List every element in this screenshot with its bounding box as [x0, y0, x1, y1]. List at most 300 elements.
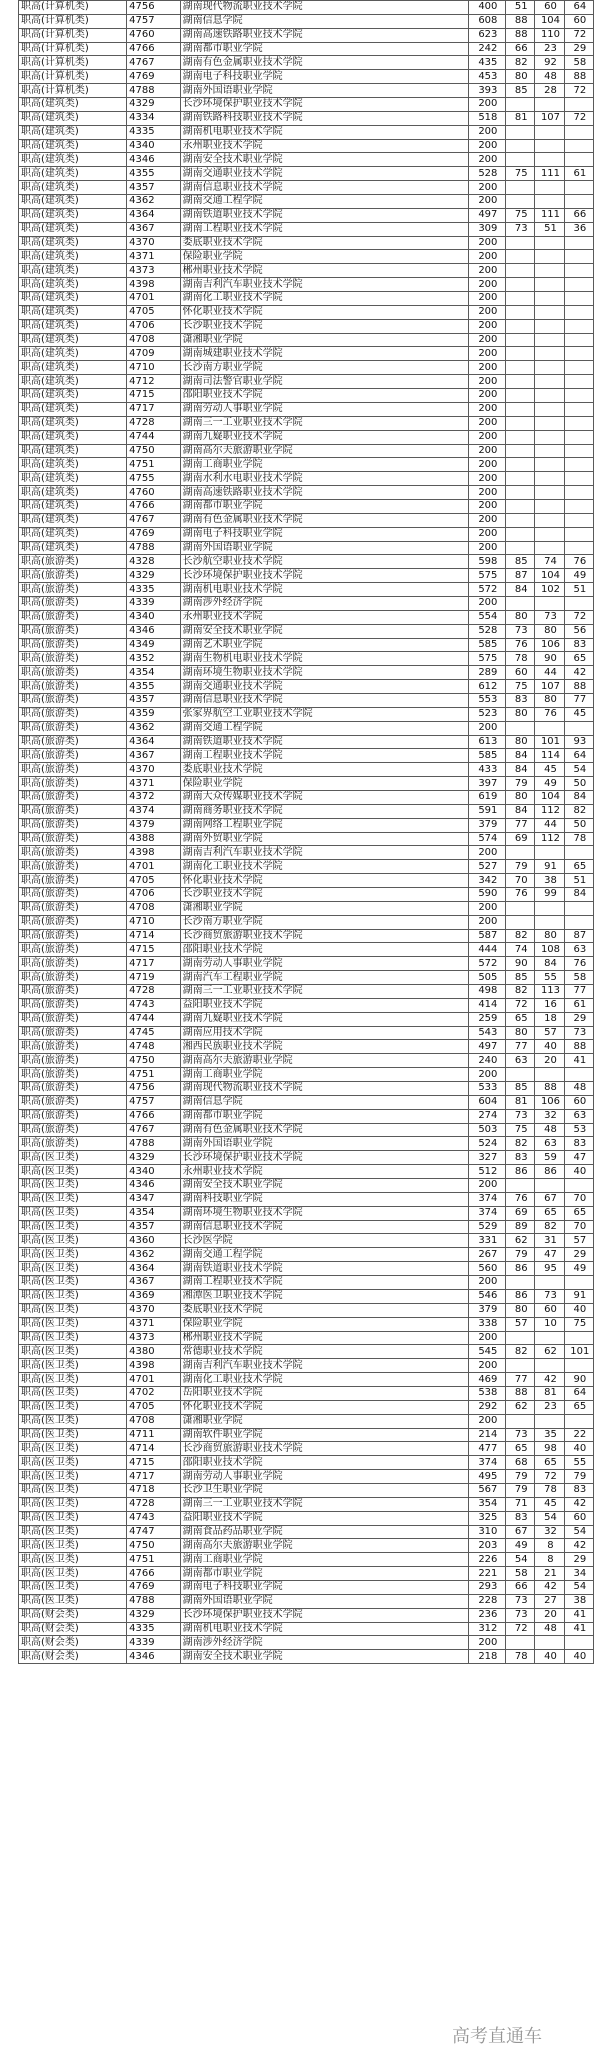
table-row [19, 1553, 594, 1567]
subject-score-3-cell [564, 1068, 593, 1082]
school-code-cell: 4788 [127, 1137, 181, 1151]
subject-score-1-cell: 87 [506, 569, 535, 583]
category-cell: 职高(建筑类) [19, 208, 127, 222]
school-name-cell: 长沙商贸旅游职业技术学院 [180, 929, 468, 943]
school-code-cell: 4334 [127, 111, 181, 125]
school-name-cell: 长沙航空职业技术学院 [180, 555, 468, 569]
school-code-cell: 4706 [127, 319, 181, 333]
subject-score-1-cell: 58 [506, 1567, 535, 1581]
total-score-cell: 477 [468, 1442, 505, 1456]
table-row [19, 1428, 594, 1442]
school-name-cell: 湖南城建职业技术学院 [180, 347, 468, 361]
category-cell: 职高(旅游类) [19, 680, 127, 694]
subject-score-2-cell: 62 [535, 1345, 564, 1359]
subject-score-3-cell [564, 1179, 593, 1193]
school-code-cell: 4756 [127, 1082, 181, 1096]
subject-score-2-cell: 114 [535, 749, 564, 763]
school-name-cell: 湖南外国语职业学院 [180, 1594, 468, 1608]
subject-score-2-cell [535, 333, 564, 347]
category-cell: 职高(医卫类) [19, 1317, 127, 1331]
table-row [19, 1123, 594, 1137]
subject-score-1-cell: 62 [506, 1400, 535, 1414]
school-code-cell: 4760 [127, 486, 181, 500]
school-name-cell: 潇湘职业学院 [180, 1414, 468, 1428]
table-row [19, 416, 594, 430]
school-name-cell: 湖南大众传媒职业技术学院 [180, 790, 468, 804]
subject-score-2-cell: 48 [535, 70, 564, 84]
subject-score-3-cell [564, 1331, 593, 1345]
table-row [19, 389, 594, 403]
subject-score-3-cell: 72 [564, 28, 593, 42]
school-code-cell: 4355 [127, 680, 181, 694]
school-name-cell: 湖南九嶷职业技术学院 [180, 430, 468, 444]
school-code-cell: 4357 [127, 181, 181, 195]
school-name-cell: 长沙南方职业学院 [180, 361, 468, 375]
subject-score-1-cell [506, 347, 535, 361]
subject-score-3-cell: 29 [564, 1248, 593, 1262]
school-name-cell: 长沙医学院 [180, 1234, 468, 1248]
table-row [19, 1165, 594, 1179]
subject-score-2-cell [535, 264, 564, 278]
subject-score-3-cell: 41 [564, 1054, 593, 1068]
subject-score-2-cell: 31 [535, 1234, 564, 1248]
table-row [19, 486, 594, 500]
table-row [19, 513, 594, 527]
subject-score-2-cell: 65 [535, 1456, 564, 1470]
subject-score-3-cell [564, 98, 593, 112]
table-row [19, 804, 594, 818]
table-row [19, 1456, 594, 1470]
total-score-cell: 553 [468, 693, 505, 707]
school-name-cell: 永州职业技术学院 [180, 139, 468, 153]
total-score-cell: 325 [468, 1511, 505, 1525]
school-code-cell: 4750 [127, 444, 181, 458]
total-score-cell: 200 [468, 153, 505, 167]
school-name-cell: 长沙环境保护职业技术学院 [180, 98, 468, 112]
table-row [19, 666, 594, 680]
total-score-cell: 200 [468, 305, 505, 319]
total-score-cell: 200 [468, 347, 505, 361]
watermark-text: 高考直通车 [452, 2026, 542, 2047]
category-cell: 职高(医卫类) [19, 1483, 127, 1497]
subject-score-1-cell: 75 [506, 680, 535, 694]
table-row [19, 278, 594, 292]
total-score-cell: 200 [468, 901, 505, 915]
total-score-cell: 200 [468, 596, 505, 610]
school-code-cell: 4708 [127, 333, 181, 347]
school-code-cell: 4767 [127, 513, 181, 527]
table-row [19, 28, 594, 42]
school-name-cell: 湖南交通工程学院 [180, 1248, 468, 1262]
school-code-cell: 4372 [127, 790, 181, 804]
subject-score-2-cell: 60 [535, 1303, 564, 1317]
school-code-cell: 4362 [127, 721, 181, 735]
school-name-cell: 郴州职业技术学院 [180, 264, 468, 278]
subject-score-3-cell: 75 [564, 1317, 593, 1331]
school-name-cell: 潇湘职业学院 [180, 901, 468, 915]
subject-score-2-cell: 78 [535, 1483, 564, 1497]
subject-score-1-cell: 89 [506, 1220, 535, 1234]
subject-score-1-cell: 80 [506, 735, 535, 749]
category-cell: 职高(医卫类) [19, 1303, 127, 1317]
school-code-cell: 4706 [127, 888, 181, 902]
school-code-cell: 4766 [127, 1567, 181, 1581]
subject-score-1-cell: 84 [506, 583, 535, 597]
subject-score-1-cell: 77 [506, 818, 535, 832]
school-name-cell: 湖南三一工业职业技术学院 [180, 416, 468, 430]
subject-score-3-cell: 79 [564, 1470, 593, 1484]
school-code-cell: 4744 [127, 430, 181, 444]
table-row [19, 1276, 594, 1290]
subject-score-1-cell: 75 [506, 167, 535, 181]
category-cell: 职高(旅游类) [19, 610, 127, 624]
subject-score-1-cell: 81 [506, 1095, 535, 1109]
total-score-cell: 221 [468, 1567, 505, 1581]
category-cell: 职高(旅游类) [19, 583, 127, 597]
subject-score-1-cell [506, 375, 535, 389]
school-code-cell: 4367 [127, 222, 181, 236]
subject-score-3-cell [564, 125, 593, 139]
total-score-cell: 572 [468, 957, 505, 971]
total-score-cell: 587 [468, 929, 505, 943]
school-name-cell: 岳阳职业技术学院 [180, 1386, 468, 1400]
total-score-cell: 327 [468, 1151, 505, 1165]
subject-score-2-cell [535, 1414, 564, 1428]
school-code-cell: 4744 [127, 1012, 181, 1026]
total-score-cell: 453 [468, 70, 505, 84]
school-name-cell: 湖南化工职业技术学院 [180, 1373, 468, 1387]
category-cell: 职高(旅游类) [19, 860, 127, 874]
school-name-cell: 怀化职业技术学院 [180, 1400, 468, 1414]
school-code-cell: 4701 [127, 292, 181, 306]
subject-score-3-cell: 60 [564, 1511, 593, 1525]
school-code-cell: 4335 [127, 1622, 181, 1636]
school-code-cell: 4766 [127, 1109, 181, 1123]
category-cell: 职高(医卫类) [19, 1456, 127, 1470]
table-row [19, 569, 594, 583]
subject-score-1-cell: 85 [506, 84, 535, 98]
total-score-cell: 374 [468, 1206, 505, 1220]
subject-score-1-cell [506, 305, 535, 319]
total-score-cell: 374 [468, 1192, 505, 1206]
subject-score-1-cell: 69 [506, 832, 535, 846]
school-code-cell: 4346 [127, 1650, 181, 1664]
total-score-cell: 200 [468, 472, 505, 486]
subject-score-2-cell: 73 [535, 610, 564, 624]
school-name-cell: 湖南高速铁路职业技术学院 [180, 28, 468, 42]
school-code-cell: 4766 [127, 42, 181, 56]
school-name-cell: 湖南科技职业学院 [180, 1192, 468, 1206]
total-score-cell: 310 [468, 1525, 505, 1539]
subject-score-1-cell [506, 236, 535, 250]
school-name-cell: 湖南信息学院 [180, 14, 468, 28]
subject-score-3-cell: 83 [564, 638, 593, 652]
school-code-cell: 4719 [127, 971, 181, 985]
school-code-cell: 4367 [127, 1276, 181, 1290]
school-name-cell: 湖南铁路科技职业技术学院 [180, 111, 468, 125]
subject-score-3-cell: 48 [564, 1082, 593, 1096]
subject-score-2-cell: 65 [535, 1206, 564, 1220]
category-cell: 职高(旅游类) [19, 749, 127, 763]
subject-score-3-cell: 57 [564, 1234, 593, 1248]
subject-score-3-cell: 55 [564, 1456, 593, 1470]
school-code-cell: 4717 [127, 402, 181, 416]
school-code-cell: 4728 [127, 416, 181, 430]
table-row [19, 1580, 594, 1594]
table-row [19, 250, 594, 264]
table-row [19, 846, 594, 860]
total-score-cell: 433 [468, 763, 505, 777]
subject-score-3-cell: 41 [564, 1622, 593, 1636]
subject-score-2-cell: 76 [535, 707, 564, 721]
subject-score-1-cell: 72 [506, 1622, 535, 1636]
total-score-cell: 200 [468, 1359, 505, 1373]
subject-score-1-cell: 75 [506, 1123, 535, 1137]
category-cell: 职高(医卫类) [19, 1553, 127, 1567]
subject-score-3-cell: 70 [564, 1220, 593, 1234]
total-score-cell: 469 [468, 1373, 505, 1387]
school-code-cell: 4714 [127, 1442, 181, 1456]
subject-score-2-cell: 32 [535, 1525, 564, 1539]
total-score-cell: 590 [468, 888, 505, 902]
subject-score-2-cell [535, 319, 564, 333]
subject-score-3-cell [564, 264, 593, 278]
category-cell: 职高(医卫类) [19, 1359, 127, 1373]
subject-score-1-cell: 63 [506, 1054, 535, 1068]
subject-score-1-cell: 83 [506, 693, 535, 707]
subject-score-2-cell [535, 541, 564, 555]
subject-score-3-cell: 101 [564, 1345, 593, 1359]
total-score-cell: 228 [468, 1594, 505, 1608]
total-score-cell: 497 [468, 208, 505, 222]
total-score-cell: 200 [468, 361, 505, 375]
subject-score-1-cell: 82 [506, 1137, 535, 1151]
subject-score-1-cell: 80 [506, 1026, 535, 1040]
subject-score-3-cell: 53 [564, 1123, 593, 1137]
school-code-cell: 4767 [127, 1123, 181, 1137]
subject-score-3-cell: 29 [564, 1012, 593, 1026]
school-name-cell: 湖南高尔夫旅游职业学院 [180, 444, 468, 458]
subject-score-2-cell: 101 [535, 735, 564, 749]
subject-score-1-cell [506, 901, 535, 915]
subject-score-3-cell: 40 [564, 1442, 593, 1456]
table-row [19, 236, 594, 250]
subject-score-3-cell: 22 [564, 1428, 593, 1442]
subject-score-2-cell: 23 [535, 42, 564, 56]
subject-score-1-cell: 86 [506, 1289, 535, 1303]
school-code-cell: 4743 [127, 1511, 181, 1525]
school-name-cell: 邵阳职业技术学院 [180, 943, 468, 957]
subject-score-2-cell: 74 [535, 555, 564, 569]
subject-score-3-cell: 76 [564, 957, 593, 971]
total-score-cell: 214 [468, 1428, 505, 1442]
subject-score-1-cell: 76 [506, 888, 535, 902]
total-score-cell: 374 [468, 1456, 505, 1470]
subject-score-2-cell: 99 [535, 888, 564, 902]
total-score-cell: 393 [468, 84, 505, 98]
school-code-cell: 4379 [127, 818, 181, 832]
category-cell: 职高(医卫类) [19, 1414, 127, 1428]
total-score-cell: 444 [468, 943, 505, 957]
school-name-cell: 长沙环境保护职业技术学院 [180, 1151, 468, 1165]
school-name-cell: 湖南环境生物职业技术学院 [180, 666, 468, 680]
category-cell: 职高(建筑类) [19, 111, 127, 125]
school-code-cell: 4718 [127, 1483, 181, 1497]
school-name-cell: 娄底职业技术学院 [180, 1303, 468, 1317]
subject-score-1-cell [506, 181, 535, 195]
subject-score-1-cell: 73 [506, 624, 535, 638]
school-code-cell: 4705 [127, 305, 181, 319]
total-score-cell: 200 [468, 458, 505, 472]
total-score-cell: 545 [468, 1345, 505, 1359]
total-score-cell: 236 [468, 1608, 505, 1622]
total-score-cell: 200 [468, 98, 505, 112]
school-name-cell: 湖南外贸职业学院 [180, 832, 468, 846]
subject-score-1-cell [506, 333, 535, 347]
category-cell: 职高(旅游类) [19, 998, 127, 1012]
subject-score-2-cell: 18 [535, 1012, 564, 1026]
total-score-cell: 200 [468, 416, 505, 430]
subject-score-2-cell [535, 250, 564, 264]
subject-score-1-cell: 86 [506, 1165, 535, 1179]
subject-score-1-cell: 76 [506, 638, 535, 652]
subject-score-2-cell: 80 [535, 693, 564, 707]
total-score-cell: 495 [468, 1470, 505, 1484]
table-row [19, 763, 594, 777]
school-code-cell: 4360 [127, 1234, 181, 1248]
school-name-cell: 湖南都市职业学院 [180, 42, 468, 56]
school-name-cell: 湖南交通职业技术学院 [180, 680, 468, 694]
subject-score-3-cell [564, 195, 593, 209]
school-code-cell: 4705 [127, 1400, 181, 1414]
subject-score-3-cell: 58 [564, 971, 593, 985]
school-code-cell: 4364 [127, 1262, 181, 1276]
subject-score-1-cell [506, 472, 535, 486]
school-name-cell: 长沙南方职业学院 [180, 915, 468, 929]
category-cell: 职高(旅游类) [19, 666, 127, 680]
total-score-cell: 518 [468, 111, 505, 125]
subject-score-2-cell [535, 98, 564, 112]
table-row [19, 985, 594, 999]
category-cell: 职高(旅游类) [19, 915, 127, 929]
school-name-cell: 湖南劳动人事职业学院 [180, 957, 468, 971]
subject-score-3-cell [564, 721, 593, 735]
school-code-cell: 4751 [127, 1068, 181, 1082]
subject-score-3-cell [564, 846, 593, 860]
subject-score-1-cell: 54 [506, 1553, 535, 1567]
subject-score-2-cell [535, 1276, 564, 1290]
subject-score-3-cell: 38 [564, 1594, 593, 1608]
category-cell: 职高(建筑类) [19, 250, 127, 264]
table-row [19, 472, 594, 486]
subject-score-3-cell: 93 [564, 735, 593, 749]
category-cell: 职高(建筑类) [19, 98, 127, 112]
subject-score-1-cell: 84 [506, 804, 535, 818]
subject-score-2-cell: 67 [535, 1192, 564, 1206]
school-name-cell: 湖南外国语职业学院 [180, 541, 468, 555]
table-row [19, 181, 594, 195]
table-row [19, 1012, 594, 1026]
subject-score-2-cell [535, 901, 564, 915]
subject-score-1-cell: 68 [506, 1456, 535, 1470]
category-cell: 职高(建筑类) [19, 499, 127, 513]
table-row [19, 292, 594, 306]
total-score-cell: 400 [468, 1, 505, 15]
subject-score-2-cell: 81 [535, 1386, 564, 1400]
school-name-cell: 湖南应用技术学院 [180, 1026, 468, 1040]
subject-score-1-cell: 88 [506, 14, 535, 28]
total-score-cell: 528 [468, 624, 505, 638]
school-code-cell: 4369 [127, 1289, 181, 1303]
subject-score-3-cell: 42 [564, 666, 593, 680]
school-code-cell: 4717 [127, 1470, 181, 1484]
category-cell: 职高(医卫类) [19, 1220, 127, 1234]
school-name-cell: 湖南高速铁路职业技术学院 [180, 486, 468, 500]
subject-score-3-cell: 50 [564, 777, 593, 791]
category-cell: 职高(旅游类) [19, 693, 127, 707]
subject-score-1-cell: 71 [506, 1497, 535, 1511]
school-code-cell: 4359 [127, 707, 181, 721]
subject-score-2-cell [535, 1636, 564, 1650]
school-code-cell: 4370 [127, 1303, 181, 1317]
school-code-cell: 4788 [127, 541, 181, 555]
subject-score-2-cell [535, 389, 564, 403]
total-score-cell: 575 [468, 652, 505, 666]
table-row [19, 1109, 594, 1123]
category-cell: 职高(医卫类) [19, 1248, 127, 1262]
school-code-cell: 4335 [127, 125, 181, 139]
category-cell: 职高(旅游类) [19, 985, 127, 999]
category-cell: 职高(旅游类) [19, 735, 127, 749]
subject-score-3-cell: 51 [564, 874, 593, 888]
total-score-cell: 200 [468, 264, 505, 278]
subject-score-3-cell: 42 [564, 1539, 593, 1553]
school-code-cell: 4339 [127, 1636, 181, 1650]
subject-score-3-cell: 54 [564, 763, 593, 777]
subject-score-3-cell: 88 [564, 70, 593, 84]
subject-score-3-cell: 61 [564, 998, 593, 1012]
school-name-cell: 湖南工程职业技术学院 [180, 222, 468, 236]
subject-score-2-cell: 42 [535, 1580, 564, 1594]
total-score-cell: 226 [468, 1553, 505, 1567]
school-name-cell: 怀化职业技术学院 [180, 874, 468, 888]
category-cell: 职高(建筑类) [19, 361, 127, 375]
total-score-cell: 342 [468, 874, 505, 888]
subject-score-1-cell: 84 [506, 763, 535, 777]
subject-score-1-cell [506, 195, 535, 209]
school-name-cell: 保险职业学院 [180, 1317, 468, 1331]
school-name-cell: 湖南有色金属职业技术学院 [180, 513, 468, 527]
subject-score-1-cell: 80 [506, 1303, 535, 1317]
subject-score-3-cell [564, 430, 593, 444]
total-score-cell: 546 [468, 1289, 505, 1303]
subject-score-3-cell: 77 [564, 985, 593, 999]
table-row [19, 957, 594, 971]
subject-score-2-cell: 55 [535, 971, 564, 985]
category-cell: 职高(旅游类) [19, 832, 127, 846]
total-score-cell: 200 [468, 527, 505, 541]
school-name-cell: 湖南劳动人事职业学院 [180, 1470, 468, 1484]
school-name-cell: 益阳职业技术学院 [180, 998, 468, 1012]
subject-score-1-cell [506, 416, 535, 430]
table-row [19, 208, 594, 222]
subject-score-1-cell [506, 402, 535, 416]
total-score-cell: 567 [468, 1483, 505, 1497]
table-row [19, 943, 594, 957]
category-cell: 职高(医卫类) [19, 1373, 127, 1387]
subject-score-1-cell: 85 [506, 555, 535, 569]
subject-score-2-cell: 28 [535, 84, 564, 98]
